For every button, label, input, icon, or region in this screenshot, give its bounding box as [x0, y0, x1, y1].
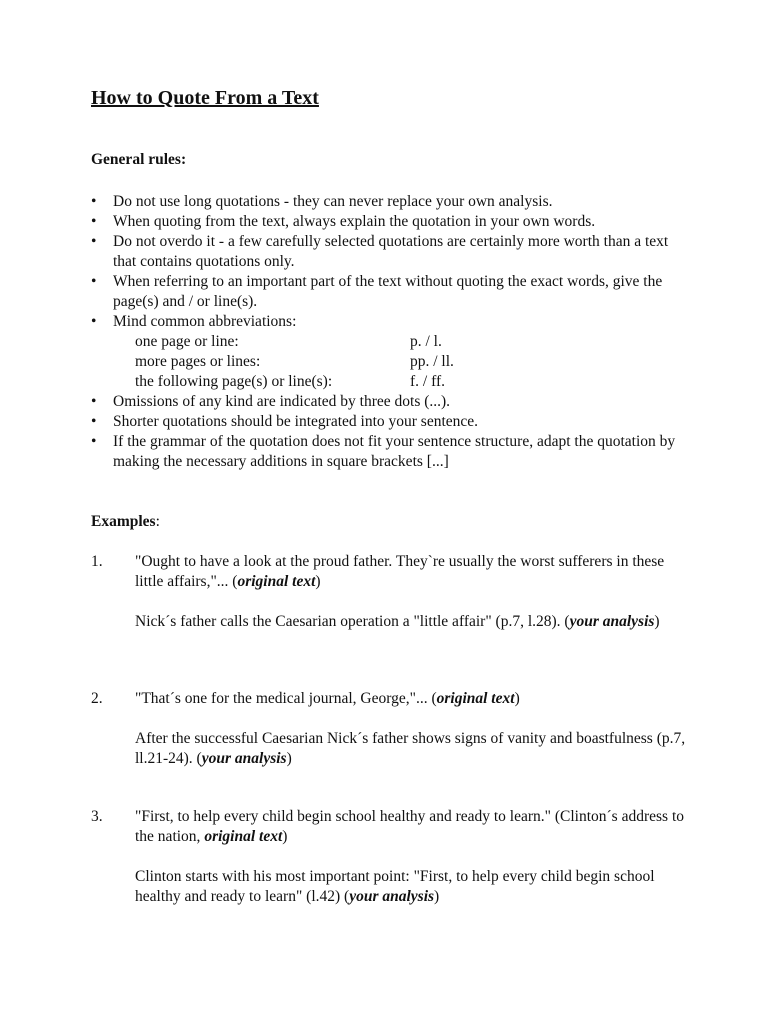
example-original: "First, to help every child begin school healthy and ready to learn." (Clinton´s address to the nation, original text)	[135, 808, 685, 845]
example-item: 2. "That´s one for the medical journal, George,"... (original text) After the successful Caesarian Nick´s father shows signs of vanity and boastfulness (p.7, ll.21-24). (your analysis)	[91, 689, 691, 769]
example-analysis: After the successful Caesarian Nick´s father shows signs of vanity and boastfulness (p.7, ll.21-24). (your analysis)	[135, 730, 686, 767]
example-item: 1. "Ought to have a look at the proud father. They`re usually the worst sufferers in these little affairs,"... (original text) Nick´s father calls the Caesarian operation a "little affair" (p.7, l.28). (your analysis)	[91, 552, 691, 632]
bullet-icon: •	[91, 413, 97, 430]
rule-item: • Do not overdo it - a few carefully selected quotations are certainly more worth than a text that contains quotations only.	[91, 233, 669, 270]
bullet-icon: •	[91, 233, 97, 250]
example-analysis: Clinton starts with his most important point: "First, to help every child begin school healthy and ready to learn" (l.42) (your analysis)	[135, 868, 655, 905]
rule-item: • If the grammar of the quotation does not fit your sentence structure, adapt the quotation by making the necessary additions in square brackets [...]	[91, 433, 676, 470]
bullet-icon: •	[91, 313, 97, 330]
rules-list	[91, 192, 691, 472]
rule-item: • Do not use long quotations - they can never replace your own analysis.	[91, 193, 553, 210]
rule-item: • When referring to an important part of the text without quoting the exact words, give the page(s) and / or line(s).	[91, 273, 663, 310]
bullet-icon: •	[91, 273, 97, 290]
bullet-icon: •	[91, 393, 97, 410]
rule-item: • Omissions of any kind are indicated by three dots (...).	[91, 393, 451, 410]
rule-item: • Mind common abbreviations:	[91, 313, 297, 330]
abbreviation-row: more pages or lines: pp. / ll.	[135, 353, 454, 370]
bullet-icon: •	[91, 213, 97, 230]
document-title: How to Quote From a Text	[91, 87, 319, 109]
general-rules-heading: General rules:	[91, 151, 187, 168]
example-original: "Ought to have a look at the proud father. They`re usually the worst sufferers in these little affairs,"... (original text)	[135, 553, 665, 590]
example-analysis: Nick´s father calls the Caesarian operation a "little affair" (p.7, l.28). (your analysis)	[135, 613, 660, 630]
examples-heading: Examples:	[91, 513, 160, 530]
rule-item: • When quoting from the text, always explain the quotation in your own words.	[91, 213, 596, 230]
abbreviation-row: the following page(s) or line(s): f. / ff.	[135, 373, 446, 390]
example-item: 3. "First, to help every child begin school healthy and ready to learn." (Clinton´s address to the nation, original text) Clinton starts with his most important point: "First, to help every child begin school healthy and ready to learn" (l.42) (your analysis)	[91, 807, 691, 907]
example-original: "That´s one for the medical journal, George,"... (original text)	[135, 690, 520, 707]
rule-item: • Shorter quotations should be integrated into your sentence.	[91, 413, 479, 430]
abbreviation-row: one page or line: p. / l.	[135, 333, 442, 350]
bullet-icon: •	[91, 193, 97, 210]
bullet-icon: •	[91, 433, 97, 450]
